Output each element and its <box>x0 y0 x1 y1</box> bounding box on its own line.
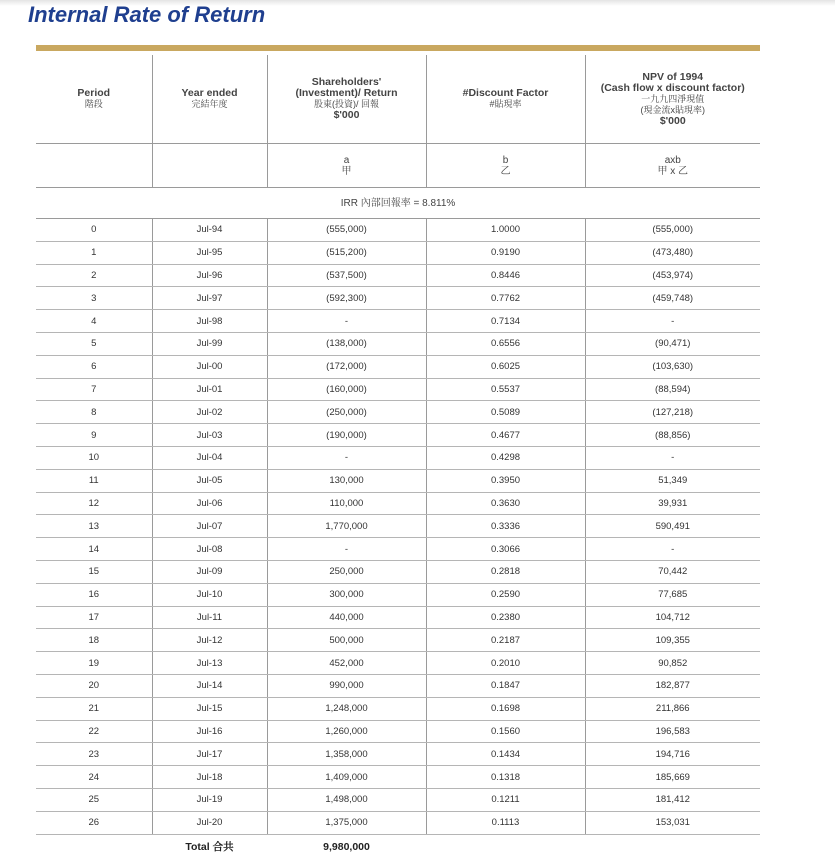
cell-year-ended: Jul-09 <box>152 560 267 583</box>
cell-shareholders-value: 1,409,000 <box>267 766 426 789</box>
header-shareholders <box>267 55 426 144</box>
cell-shareholders-value: (160,000) <box>267 378 426 401</box>
cell-shareholders-value: 1,248,000 <box>267 697 426 720</box>
subheader-axb <box>585 144 760 188</box>
cell-period: 23 <box>36 743 152 766</box>
cell-year-ended: Jul-11 <box>152 606 267 629</box>
table-row <box>36 401 760 424</box>
cell-year-ended: Jul-10 <box>152 583 267 606</box>
cell-year-ended: Jul-99 <box>152 332 267 355</box>
cell-npv-value: - <box>585 446 760 469</box>
subheader-axb-en: axb <box>664 154 681 166</box>
cell-npv-value: 590,491 <box>585 515 760 538</box>
table-row <box>36 743 760 766</box>
table-row <box>36 629 760 652</box>
cell-discount-factor: 0.7134 <box>426 310 585 333</box>
irr-table <box>36 55 760 860</box>
cell-period: 14 <box>36 538 152 561</box>
cell-year-ended: Jul-12 <box>152 629 267 652</box>
cell-npv-value: (555,000) <box>585 219 760 242</box>
cell-year-ended: Jul-05 <box>152 469 267 492</box>
header-shareholders-line2: (Investment)/ Return <box>295 87 398 99</box>
subheader-a <box>267 144 426 188</box>
cell-year-ended: Jul-97 <box>152 287 267 310</box>
cell-year-ended: Jul-07 <box>152 515 267 538</box>
cell-discount-factor: 0.2818 <box>426 560 585 583</box>
cell-npv-value: 77,685 <box>585 583 760 606</box>
table-row <box>36 264 760 287</box>
cell-shareholders-value: (592,300) <box>267 287 426 310</box>
cell-npv-value: 70,442 <box>585 560 760 583</box>
cell-shareholders-value: 300,000 <box>267 583 426 606</box>
cell-year-ended: Jul-08 <box>152 538 267 561</box>
cell-discount-factor: 0.3630 <box>426 492 585 515</box>
cell-npv-value: 194,716 <box>585 743 760 766</box>
table-row <box>36 652 760 675</box>
cell-period: 18 <box>36 629 152 652</box>
table-row <box>36 492 760 515</box>
total-empty-3 <box>585 834 760 860</box>
header-year-zh: 完結年度 <box>191 99 228 109</box>
cell-year-ended: Jul-17 <box>152 743 267 766</box>
cell-year-ended: Jul-00 <box>152 355 267 378</box>
cell-shareholders-value: (537,500) <box>267 264 426 287</box>
cell-shareholders-value: - <box>267 538 426 561</box>
table-row <box>36 310 760 333</box>
cell-shareholders-value: 440,000 <box>267 606 426 629</box>
header-npv-line2: (Cash flow x discount factor) <box>600 81 745 94</box>
cell-discount-factor: 0.1113 <box>426 811 585 834</box>
cell-shareholders-value: (190,000) <box>267 424 426 447</box>
cell-shareholders-value: 110,000 <box>267 492 426 515</box>
cell-year-ended: Jul-16 <box>152 720 267 743</box>
cell-year-ended: Jul-02 <box>152 401 267 424</box>
table-row <box>36 538 760 561</box>
total-empty-1 <box>36 834 152 860</box>
cell-shareholders-value: - <box>267 446 426 469</box>
cell-npv-value: 181,412 <box>585 788 760 811</box>
subheader-b <box>426 144 585 188</box>
cell-discount-factor: 1.0000 <box>426 219 585 242</box>
subheader-a-en: a <box>343 154 350 166</box>
cell-discount-factor: 0.3950 <box>426 469 585 492</box>
page-title: Internal Rate of Return <box>28 2 266 27</box>
table-row <box>36 674 760 697</box>
cell-npv-value: 153,031 <box>585 811 760 834</box>
cell-year-ended: Jul-04 <box>152 446 267 469</box>
cell-npv-value: 90,852 <box>585 652 760 675</box>
subheader-b-en: b <box>502 154 509 166</box>
cell-shareholders-value: 1,260,000 <box>267 720 426 743</box>
irr-label: IRR 內部回報率 = 8.811% <box>36 188 760 219</box>
cell-period: 17 <box>36 606 152 629</box>
table-row <box>36 766 760 789</box>
table-row <box>36 287 760 310</box>
cell-npv-value: (127,218) <box>585 401 760 424</box>
cell-shareholders-value: - <box>267 310 426 333</box>
header-npv-unit: $'000 <box>659 114 686 127</box>
cell-shareholders-value: 1,770,000 <box>267 515 426 538</box>
cell-year-ended: Jul-03 <box>152 424 267 447</box>
cell-discount-factor: 0.1211 <box>426 788 585 811</box>
cell-period: 3 <box>36 287 152 310</box>
table-row <box>36 788 760 811</box>
table-row <box>36 697 760 720</box>
cell-period: 7 <box>36 378 152 401</box>
cell-npv-value: (88,594) <box>585 378 760 401</box>
header-npv-zh1: 一九九四淨現值 <box>641 93 705 104</box>
cell-discount-factor: 0.5537 <box>426 378 585 401</box>
cell-year-ended: Jul-95 <box>152 241 267 264</box>
total-row <box>36 834 760 860</box>
cell-year-ended: Jul-15 <box>152 697 267 720</box>
header-npv-zh2: (現金流x貼現率) <box>640 104 705 115</box>
cell-npv-value: (453,974) <box>585 264 760 287</box>
cell-period: 21 <box>36 697 152 720</box>
cell-period: 13 <box>36 515 152 538</box>
cell-discount-factor: 0.6025 <box>426 355 585 378</box>
cell-discount-factor: 0.2010 <box>426 652 585 675</box>
cell-discount-factor: 0.4298 <box>426 446 585 469</box>
cell-period: 19 <box>36 652 152 675</box>
cell-discount-factor: 0.1560 <box>426 720 585 743</box>
header-npv-line1: NPV of 1994 <box>642 70 704 83</box>
header-discount-en: #Discount Factor <box>462 87 549 99</box>
cell-period: 16 <box>36 583 152 606</box>
cell-npv-value: - <box>585 538 760 561</box>
cell-period: 10 <box>36 446 152 469</box>
cell-npv-value: 39,931 <box>585 492 760 515</box>
cell-shareholders-value: (172,000) <box>267 355 426 378</box>
cell-period: 5 <box>36 332 152 355</box>
cell-npv-value: (473,480) <box>585 241 760 264</box>
cell-npv-value: 182,877 <box>585 674 760 697</box>
header-shareholders-zh: 股東(投資)/ 回報 <box>314 99 379 109</box>
cell-shareholders-value: 1,375,000 <box>267 811 426 834</box>
table-row <box>36 583 760 606</box>
cell-npv-value: (90,471) <box>585 332 760 355</box>
table-row <box>36 424 760 447</box>
cell-discount-factor: 0.6556 <box>426 332 585 355</box>
subheader-row <box>36 144 760 188</box>
cell-npv-value: (88,856) <box>585 424 760 447</box>
cell-shareholders-value: 1,358,000 <box>267 743 426 766</box>
cell-period: 1 <box>36 241 152 264</box>
cell-year-ended: Jul-14 <box>152 674 267 697</box>
cell-npv-value: (103,630) <box>585 355 760 378</box>
cell-year-ended: Jul-98 <box>152 310 267 333</box>
cell-discount-factor: 0.3336 <box>426 515 585 538</box>
cell-discount-factor: 0.8446 <box>426 264 585 287</box>
header-npv <box>585 55 760 144</box>
irr-row <box>36 188 760 219</box>
header-year <box>152 55 267 144</box>
subheader-b-zh: 乙 <box>500 165 511 177</box>
cell-year-ended: Jul-96 <box>152 264 267 287</box>
total-value: 9,980,000 <box>323 840 370 853</box>
cell-shareholders-value: 452,000 <box>267 652 426 675</box>
table-row <box>36 332 760 355</box>
cell-npv-value: 196,583 <box>585 720 760 743</box>
table-row <box>36 606 760 629</box>
cell-year-ended: Jul-94 <box>152 219 267 242</box>
accent-bar <box>36 45 760 51</box>
cell-discount-factor: 0.2590 <box>426 583 585 606</box>
cell-npv-value: 211,866 <box>585 697 760 720</box>
header-discount-zh: #貼現率 <box>489 99 522 109</box>
table-row <box>36 378 760 401</box>
cell-shareholders-value: 250,000 <box>267 560 426 583</box>
header-shareholders-unit: $'000 <box>333 109 360 121</box>
cell-npv-value: (459,748) <box>585 287 760 310</box>
cell-period: 11 <box>36 469 152 492</box>
cell-npv-value: 104,712 <box>585 606 760 629</box>
cell-discount-factor: 0.9190 <box>426 241 585 264</box>
cell-period: 24 <box>36 766 152 789</box>
cell-period: 15 <box>36 560 152 583</box>
cell-discount-factor: 0.2187 <box>426 629 585 652</box>
subheader-a-zh: 甲 <box>341 165 352 177</box>
cell-year-ended: Jul-19 <box>152 788 267 811</box>
cell-period: 8 <box>36 401 152 424</box>
header-year-en: Year ended <box>181 87 238 99</box>
cell-discount-factor: 0.4677 <box>426 424 585 447</box>
table-row <box>36 219 760 242</box>
cell-npv-value: - <box>585 310 760 333</box>
total-empty-2 <box>426 834 585 860</box>
cell-shareholders-value: 500,000 <box>267 629 426 652</box>
cell-period: 2 <box>36 264 152 287</box>
table-row <box>36 560 760 583</box>
total-label: Total 合共 <box>185 840 234 853</box>
subheader-axb-zh: 甲 x 乙 <box>657 165 689 177</box>
cell-discount-factor: 0.5089 <box>426 401 585 424</box>
cell-discount-factor: 0.1434 <box>426 743 585 766</box>
table-row <box>36 515 760 538</box>
cell-discount-factor: 0.1698 <box>426 697 585 720</box>
cell-npv-value: 185,669 <box>585 766 760 789</box>
cell-shareholders-value: 130,000 <box>267 469 426 492</box>
table-row <box>36 811 760 834</box>
cell-discount-factor: 0.1318 <box>426 766 585 789</box>
cell-shareholders-value: (250,000) <box>267 401 426 424</box>
cell-year-ended: Jul-13 <box>152 652 267 675</box>
cell-period: 20 <box>36 674 152 697</box>
cell-period: 25 <box>36 788 152 811</box>
subheader-period-empty <box>36 144 152 188</box>
cell-shareholders-value: 990,000 <box>267 674 426 697</box>
cell-period: 0 <box>36 219 152 242</box>
cell-period: 9 <box>36 424 152 447</box>
cell-period: 12 <box>36 492 152 515</box>
table-row <box>36 720 760 743</box>
cell-discount-factor: 0.3066 <box>426 538 585 561</box>
cell-discount-factor: 0.2380 <box>426 606 585 629</box>
cell-year-ended: Jul-01 <box>152 378 267 401</box>
header-period-en: Period <box>77 87 111 99</box>
header-period <box>36 55 152 144</box>
cell-year-ended: Jul-18 <box>152 766 267 789</box>
cell-discount-factor: 0.7762 <box>426 287 585 310</box>
cell-npv-value: 109,355 <box>585 629 760 652</box>
cell-period: 4 <box>36 310 152 333</box>
header-row <box>36 55 760 144</box>
table-row <box>36 355 760 378</box>
header-shareholders-line1: Shareholders' <box>311 76 382 88</box>
table-row <box>36 469 760 492</box>
cell-discount-factor: 0.1847 <box>426 674 585 697</box>
table-row <box>36 446 760 469</box>
cell-year-ended: Jul-20 <box>152 811 267 834</box>
cell-shareholders-value: (138,000) <box>267 332 426 355</box>
cell-year-ended: Jul-06 <box>152 492 267 515</box>
subheader-year-empty <box>152 144 267 188</box>
cell-shareholders-value: (555,000) <box>267 219 426 242</box>
cell-shareholders-value: (515,200) <box>267 241 426 264</box>
cell-period: 26 <box>36 811 152 834</box>
header-discount <box>426 55 585 144</box>
cell-shareholders-value: 1,498,000 <box>267 788 426 811</box>
cell-npv-value: 51,349 <box>585 469 760 492</box>
cell-period: 6 <box>36 355 152 378</box>
cell-period: 22 <box>36 720 152 743</box>
header-period-zh: 階段 <box>84 99 103 109</box>
table-row <box>36 241 760 264</box>
